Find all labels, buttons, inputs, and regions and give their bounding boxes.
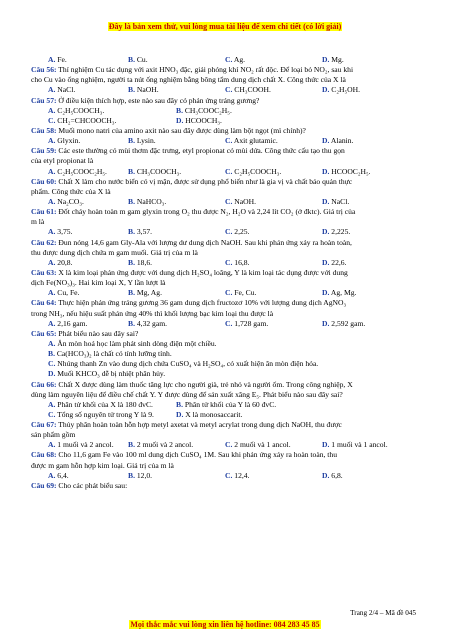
option-text: CH₃COOC₂H₅.: [182, 105, 232, 115]
answer-option: [31, 410, 176, 420]
option-letter: C.: [48, 359, 56, 369]
question-text-continued: phẩm. Công thức của X là: [31, 186, 111, 196]
question-text: Chất X được dùng làm thuốc tăng lực cho người già, trẻ nhỏ và người ốm. Trong công nghiệp, X: [56, 379, 353, 389]
option-text: Fe.: [55, 55, 67, 64]
answer-option: [31, 85, 128, 95]
option-letter: A.: [48, 257, 56, 267]
option-letter: A.: [48, 338, 56, 348]
page-number: Trang 2/4 – Mã đề 045: [350, 609, 416, 617]
question-line: [31, 96, 421, 106]
answer-options-row: [31, 106, 421, 116]
option-text: C₂H₅COOC₂H₅.: [55, 166, 107, 176]
option-text: HCOOCH₃.: [183, 115, 222, 125]
question-line: [31, 238, 421, 248]
option-letter: D.: [322, 166, 330, 176]
option-letter: D.: [322, 440, 330, 450]
question-text-continued: m là: [31, 217, 45, 227]
option-letter: B.: [128, 196, 135, 206]
option-text: 3,57.: [134, 227, 153, 237]
answer-options-row: [31, 471, 421, 481]
answer-option: [225, 227, 322, 237]
answer-option: [322, 85, 419, 95]
question-text: Chất X làm cho nước biển có vị mặn, được sử dụng phổ biến như là gia vị và chất bảo quản thực: [56, 176, 353, 186]
answer-option: [176, 116, 321, 126]
option-letter: D.: [322, 196, 330, 206]
answer-option: [31, 471, 128, 481]
answer-option: [31, 197, 128, 207]
option-letter: C.: [225, 288, 233, 298]
answer-options-row: [31, 258, 421, 268]
answer-option: [31, 440, 128, 450]
option-text: Axit glutamic.: [232, 136, 278, 146]
option-letter: B.: [128, 288, 135, 298]
option-text: C₂H₅COOCH₃.: [55, 105, 105, 115]
option-text: 2,592 gam.: [329, 318, 366, 328]
option-text: C₂H₅COOCH₃.: [232, 166, 282, 176]
option-letter: D.: [322, 257, 330, 267]
answer-options-row: [31, 359, 421, 369]
option-text: Ag.: [232, 55, 246, 64]
option-text: CH₃COOH.: [232, 85, 271, 95]
option-letter: A.: [48, 166, 56, 176]
question-number: Câu 63:: [31, 267, 57, 277]
option-letter: C.: [225, 470, 233, 480]
answer-option: [225, 85, 322, 95]
question-number: Câu 65:: [31, 328, 57, 338]
question-line: [31, 207, 421, 217]
option-text: 12,0.: [134, 470, 153, 480]
option-letter: D.: [176, 409, 184, 419]
question-text-continued: trong NH₃, nếu hiệu suất phản ứng 40% thì khối lượng bạc kim loại thu được là: [31, 308, 274, 318]
answer-option: [31, 359, 318, 369]
option-text: NaCl.: [329, 196, 350, 206]
option-letter: D.: [48, 369, 56, 379]
option-text: 2,16 gam.: [55, 318, 88, 328]
option-text: Mg.: [329, 55, 344, 64]
option-text: Lysin.: [134, 136, 156, 146]
question-line: [31, 298, 421, 308]
option-text: 18,6.: [134, 257, 153, 267]
answer-option: [322, 197, 419, 207]
option-letter: C.: [225, 55, 233, 64]
answer-option: [225, 167, 322, 177]
question-text-continued: của etyl propionat là: [31, 156, 94, 166]
answer-options-row: [31, 319, 421, 329]
option-text: Muối KHCO₃ dễ bị nhiệt phân hủy.: [55, 369, 166, 379]
question-text: Muối mono natri của amino axit nào sau đây được dùng làm bột ngọt (mì chính)?: [56, 125, 306, 135]
answer-option: [225, 440, 322, 450]
answer-option: [31, 400, 176, 410]
option-text: 4,32 gam.: [134, 318, 168, 328]
option-letter: B.: [128, 85, 135, 95]
answer-option: [31, 106, 176, 116]
question-text: Ở điều kiện thích hợp, este nào sau đây có phản ứng tráng gương?: [56, 95, 260, 105]
answer-option: [128, 227, 225, 237]
question-text-continued: sản phẩm gồm: [31, 430, 76, 440]
answer-option: [31, 55, 128, 65]
option-text: 12,4.: [232, 470, 250, 480]
option-letter: D.: [322, 318, 330, 328]
option-letter: B.: [128, 55, 135, 64]
question-number: Câu 58:: [31, 125, 57, 135]
option-text: X là monosaccarit.: [183, 409, 243, 419]
answer-option: [176, 410, 321, 420]
option-letter: B.: [128, 470, 135, 480]
option-letter: C.: [225, 227, 233, 237]
answer-option: [31, 319, 128, 329]
question-text-continued: dùng làm nguyên liệu để điều chế chất Y. Y được dùng để sản xuất xăng E₅. Phát biểu nào sau đây sai?: [31, 389, 343, 399]
answer-option: [128, 55, 225, 65]
answer-options-row: [31, 227, 421, 237]
option-text: 2,225.: [329, 227, 351, 237]
option-letter: B.: [176, 399, 183, 409]
option-letter: A.: [48, 105, 56, 115]
option-letter: B.: [176, 105, 183, 115]
question-number: Câu 68:: [31, 450, 57, 460]
answer-option: [322, 167, 419, 177]
question-text: Thí nghiệm Cu tác dụng với axit HNO₃ đặc, giải phóng khí NO₂ rất độc. Để loại bỏ NO₂, sau khi: [56, 65, 354, 75]
option-text: Ca(HCO₃)₂ là chất có tính lưỡng tính.: [54, 349, 172, 359]
option-letter: D.: [322, 227, 330, 237]
option-text: 2 muối và 2 ancol.: [134, 440, 194, 450]
question-text-continued: cho Cu vào ống nghiệm, người ta nút ống nghiệm bằng bông tẩm dung dịch chất X. Công thức của X là: [31, 75, 346, 85]
question-line: [31, 380, 421, 390]
answer-option: [225, 136, 322, 146]
option-text: 1 muối và 1 ancol.: [329, 440, 388, 450]
question-text: Đốt cháy hoàn toàn m gam glyxin trong O₂ thu được N₂, H₂O và 2,24 lít CO₂ (ở đktc). Giá trị của: [56, 207, 356, 217]
option-letter: D.: [322, 55, 330, 64]
option-text: Nhúng thanh Zn vào dung dịch chứa CuSO₄ và H₂SO₄, có xuất hiện ăn mòn điện hóa.: [55, 359, 319, 369]
option-letter: B.: [128, 136, 135, 146]
option-letter: D.: [322, 85, 330, 95]
option-letter: C.: [48, 115, 56, 125]
option-letter: A.: [48, 55, 56, 64]
question-text: Các este thường có mùi thơm đặc trưng, etyl propionat có mùi dứa. Công thức cấu tạo thu gọn: [56, 146, 345, 156]
option-text: 16,8.: [232, 257, 250, 267]
answer-option: [128, 197, 225, 207]
answer-option: [128, 440, 225, 450]
option-text: CH₃COOCH₃.: [134, 166, 182, 176]
question-line: [31, 146, 421, 156]
option-letter: A.: [48, 318, 56, 328]
answer-option: [322, 440, 419, 450]
option-letter: C.: [225, 196, 233, 206]
option-letter: B.: [128, 166, 135, 176]
answer-option: [176, 400, 321, 410]
option-letter: B.: [128, 257, 135, 267]
question-text: Cho các phát biểu sau:: [56, 480, 128, 490]
option-text: CH₂=CHCOOCH₃.: [55, 115, 117, 125]
option-text: Phân tử khối của X là 180 đvC.: [55, 399, 153, 409]
question-number: Câu 67:: [31, 420, 57, 430]
option-letter: A.: [48, 470, 56, 480]
option-letter: D.: [176, 115, 184, 125]
question-number: Câu 66:: [31, 379, 57, 389]
answer-option: [31, 258, 128, 268]
answer-option: [322, 288, 419, 298]
option-letter: B.: [128, 318, 135, 328]
question-text: Thực hiện phản ứng tráng gương 36 gam dung dịch fructozơ 10% với lượng dung dịch AgNO₃: [56, 298, 347, 308]
answer-option: [31, 136, 128, 146]
option-letter: A.: [48, 136, 56, 146]
answer-option: [225, 319, 322, 329]
answer-options-row: [31, 400, 421, 410]
answer-option: [176, 106, 321, 116]
option-text: Alanin.: [329, 136, 354, 146]
option-text: Tổng số nguyên tử trong Y là 9.: [55, 409, 154, 419]
option-text: Cu.: [134, 55, 148, 64]
option-letter: A.: [48, 196, 56, 206]
option-letter: C.: [225, 318, 233, 328]
option-text: NaOH.: [232, 196, 257, 206]
option-letter: A.: [48, 227, 56, 237]
option-text: C₂H₅OH.: [329, 85, 360, 95]
question-text-continued: thu được dung dịch chứa m gam muối. Giá trị của m là: [31, 247, 198, 257]
answer-option: [128, 471, 225, 481]
question-line: [31, 126, 421, 136]
option-letter: C.: [225, 440, 233, 450]
option-text: Mg, Ag.: [134, 288, 162, 298]
question-number: Câu 60:: [31, 176, 57, 186]
option-letter: A.: [48, 85, 56, 95]
option-letter: D.: [322, 136, 330, 146]
answer-option: [225, 258, 322, 268]
option-letter: D.: [322, 470, 330, 480]
option-letter: B.: [128, 227, 135, 237]
question-number: Câu 56:: [31, 65, 57, 75]
option-text: Na₂CO₃.: [55, 196, 84, 206]
option-letter: C.: [225, 85, 233, 95]
answer-option: [31, 369, 165, 379]
question-line: [31, 420, 421, 430]
answer-option: [322, 227, 419, 237]
answer-option: [128, 85, 225, 95]
question-content: [31, 55, 421, 491]
answer-option: [31, 349, 172, 359]
option-letter: C.: [225, 166, 233, 176]
option-letter: D.: [322, 288, 330, 298]
answer-option: [225, 288, 322, 298]
answer-option: [128, 167, 225, 177]
question-number: Câu 62:: [31, 237, 57, 247]
question-number: Câu 61:: [31, 207, 57, 217]
answer-options-row: [31, 339, 421, 349]
answer-options-row: [31, 167, 421, 177]
answer-options-row: [31, 197, 421, 207]
option-letter: C.: [225, 136, 233, 146]
option-text: 22,6.: [329, 257, 347, 267]
answer-option: [225, 55, 322, 65]
option-text: Ăn mòn hoá học làm phát sinh dòng điện một chiều.: [55, 338, 217, 348]
option-letter: C.: [225, 257, 233, 267]
answer-option: [31, 227, 128, 237]
answer-option: [128, 258, 225, 268]
option-letter: B.: [48, 349, 55, 359]
answer-options-row: [31, 410, 421, 420]
option-text: 2 muối và 1 ancol.: [232, 440, 291, 450]
answer-option: [322, 319, 419, 329]
question-line: [31, 268, 421, 278]
option-text: Fe, Cu.: [232, 288, 257, 298]
answer-options-row: [31, 349, 421, 359]
answer-options-row: [31, 116, 421, 126]
answer-option: [31, 116, 176, 126]
answer-option: [322, 258, 419, 268]
question-text: X là kim loại phản ứng được với dung dịch H₂SO₄ loãng, Y là kim loại tác dụng được với dung: [56, 267, 348, 277]
hotline-footer: Mọi thắc mắc vui lòng xin liên hệ hotline: 084 283 45 85: [130, 620, 320, 629]
question-text: Phát biểu nào sau đây sai?: [56, 328, 139, 338]
option-text: NaOH.: [134, 85, 159, 95]
answer-options-row: [31, 288, 421, 298]
answer-option: [322, 136, 419, 146]
question-line: [31, 177, 421, 187]
answer-option: [31, 339, 217, 349]
answer-options-row: [31, 440, 421, 450]
option-text: 6,8.: [329, 470, 343, 480]
answer-option: [225, 471, 322, 481]
option-text: NaHCO₃.: [134, 196, 167, 206]
option-text: Glyxin.: [55, 136, 81, 146]
answer-option: [31, 288, 128, 298]
question-text: Thủy phân hoàn toàn hỗn hợp metyl axetat và metyl acrylat trong dung dịch NaOH, thu được: [56, 420, 342, 430]
option-text: NaCl.: [55, 85, 76, 95]
question-number: Câu 59:: [31, 146, 57, 156]
option-text: 6,4.: [55, 470, 69, 480]
answer-option: [31, 167, 128, 177]
question-text: Đun nóng 14,6 gam Gly-Ala với lượng dư dung dịch NaOH. Sau khi phản ứng xảy ra hoàn toàn,: [56, 237, 352, 247]
answer-option: [128, 319, 225, 329]
answer-options-row: [31, 55, 421, 65]
question-text-continued: dịch Fe(NO₃)₃. Hai kim loại X, Y lần lượt là: [31, 278, 166, 288]
question-line: [31, 329, 421, 339]
option-text: Ag, Mg.: [329, 288, 357, 298]
answer-option: [322, 471, 419, 481]
option-text: 1 muối và 2 ancol.: [55, 440, 114, 450]
question-line: [31, 65, 421, 75]
preview-banner: Đây là bản xem thử, vui lòng mua tài liệu để xem chi tiết (có lời giải): [108, 22, 342, 31]
question-number: Câu 69:: [31, 480, 57, 490]
option-letter: A.: [48, 440, 56, 450]
option-letter: C.: [48, 409, 56, 419]
answer-option: [225, 197, 322, 207]
answer-options-row: [31, 136, 421, 146]
answer-option: [128, 288, 225, 298]
question-number: Câu 64:: [31, 298, 57, 308]
option-letter: A.: [48, 288, 56, 298]
answer-option: [128, 136, 225, 146]
option-letter: A.: [48, 399, 56, 409]
question-line: [31, 450, 421, 460]
option-text: 2,25.: [232, 227, 250, 237]
option-text: HCOOC₂H₅.: [329, 166, 371, 176]
answer-options-row: [31, 369, 421, 379]
option-text: 3,75.: [55, 227, 73, 237]
option-text: 20,8.: [55, 257, 73, 267]
answer-option: [322, 55, 419, 65]
option-text: Phân tử khối của Y là 60 đvC.: [182, 399, 277, 409]
question-text-continued: được m gam hỗn hợp kim loại. Giá trị của m là: [31, 460, 174, 470]
answer-options-row: [31, 85, 421, 95]
question-text: Cho 11,6 gam Fe vào 100 ml dung dịch CuSO₄ 1M. Sau khi phản ứng xảy ra hoàn toàn, thu: [56, 450, 337, 460]
option-text: 1,728 gam.: [232, 318, 269, 328]
question-line: [31, 481, 421, 491]
option-letter: B.: [128, 440, 135, 450]
option-text: Cu, Fe.: [55, 288, 80, 298]
question-number: Câu 57:: [31, 95, 57, 105]
